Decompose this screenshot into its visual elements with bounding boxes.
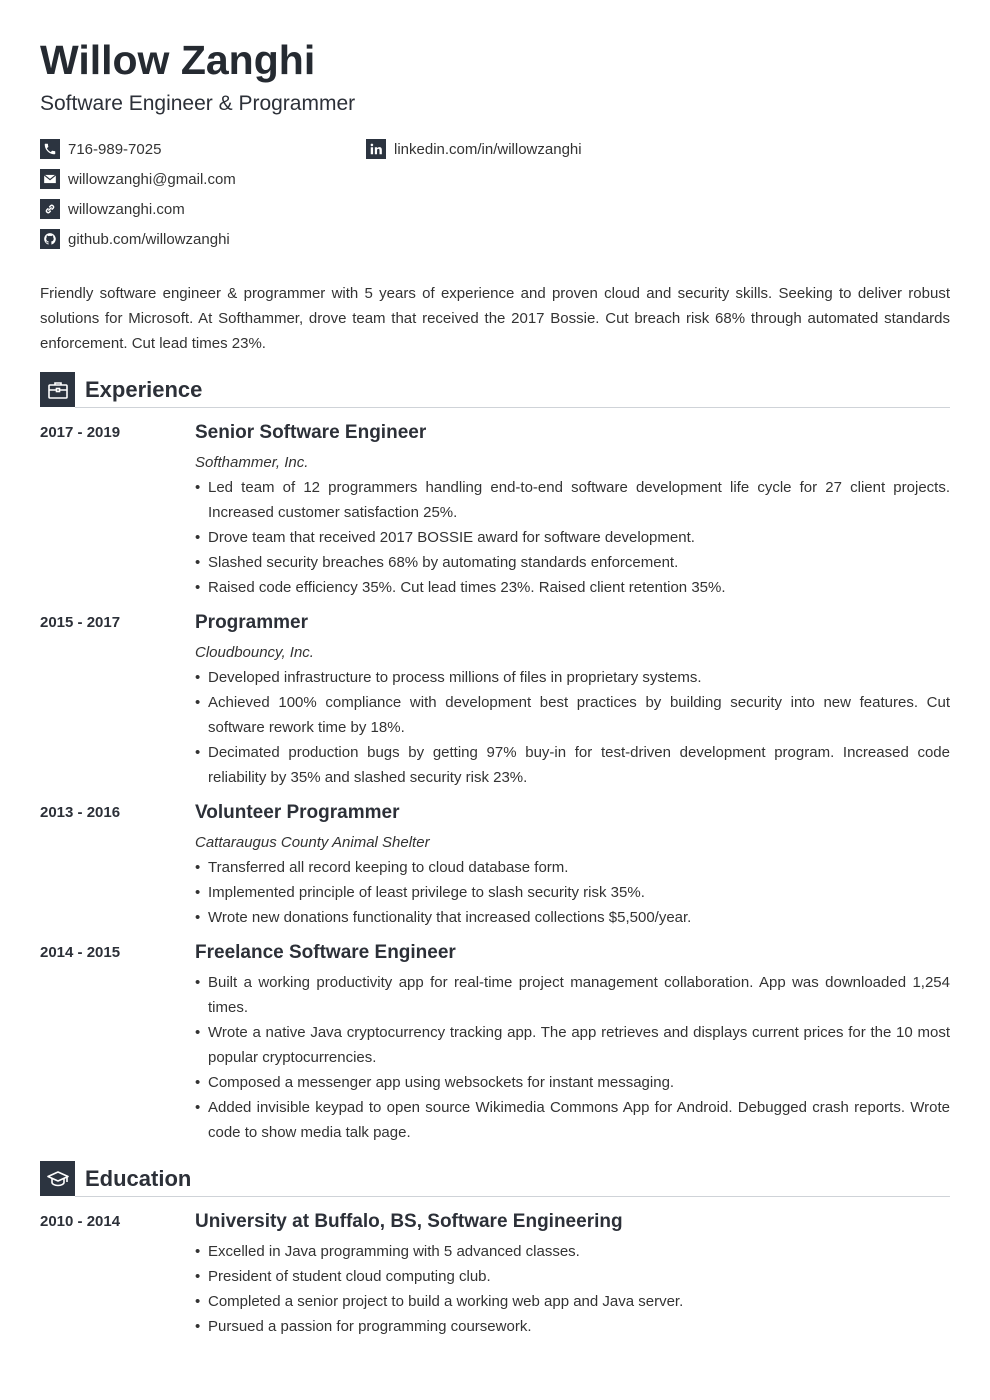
entry-bullets (195, 855, 950, 930)
entry-title: Senior Software Engineer (195, 422, 427, 443)
email-text: willowzanghi@gmail.com (68, 170, 236, 188)
entry-title: Programmer (195, 612, 308, 633)
bullet-item: • Drove team that received 2017 BOSSIE award for software development. (195, 525, 950, 550)
entry-title: Freelance Software Engineer (195, 942, 456, 963)
entry-title: Volunteer Programmer (195, 802, 400, 823)
entry-bullets (195, 1239, 950, 1339)
github-icon (40, 229, 60, 249)
bullet-item: • Led team of 12 programmers handling end-to-end software development life cycle for 27 client projects. Increased customer satisfaction 25%. (195, 475, 950, 525)
bullet-item: • Wrote a native Java cryptocurrency tracking app. The app retrieves and displays current prices for the 10 most popular cryptocurrencies. (195, 1020, 950, 1070)
bullet-item: • Raised code efficiency 35%. Cut lead times 23%. Raised client retention 35%. (195, 575, 950, 600)
candidate-name: Willow Zanghi (40, 37, 316, 83)
phone-text: 716-989-7025 (68, 140, 162, 158)
contact-linkedin[interactable] (366, 138, 582, 160)
graduation-cap-icon (40, 1161, 75, 1196)
bullet-item: • Composed a messenger app using websockets for instant messaging. (195, 1070, 950, 1095)
link-icon (40, 199, 60, 219)
job-title: Software Engineer & Programmer (40, 92, 356, 115)
bullet-item: • Decimated production bugs by getting 97% buy-in for test-driven development program. Increased code reliability by 35% and slashed security risk 23%. (195, 740, 950, 790)
entry-dates: 2015 - 2017 (40, 614, 121, 631)
education-section-header (40, 1161, 950, 1197)
envelope-icon (40, 169, 60, 189)
experience-section-header (40, 372, 950, 408)
contact-github[interactable] (40, 228, 230, 250)
entry-title: University at Buffalo, BS, Software Engineering (195, 1211, 623, 1232)
entry-company: Cloudbouncy, Inc. (195, 644, 314, 661)
bullet-item: • Transferred all record keeping to cloud database form. (195, 855, 950, 880)
bullet-item: • Built a working productivity app for real-time project management collaboration. App was downloaded 1,254 times. (195, 970, 950, 1020)
bullet-item: • Implemented principle of least privilege to slash security risk 35%. (195, 880, 950, 905)
phone-icon (40, 139, 60, 159)
entry-dates: 2017 - 2019 (40, 424, 121, 441)
entry-dates: 2014 - 2015 (40, 944, 121, 961)
section-divider (75, 407, 950, 408)
bullet-item: • Achieved 100% compliance with development best practices by building security into new features. Cut software rework time by 18%. (195, 690, 950, 740)
bullet-item: • Pursued a passion for programming coursework. (195, 1314, 950, 1339)
entry-bullets (195, 475, 950, 600)
bullet-item: • Added invisible keypad to open source Wikimedia Commons App for Android. Debugged crash reports. Wrote code to show media talk page. (195, 1095, 950, 1145)
bullet-item: • Completed a senior project to build a working web app and Java server. (195, 1289, 950, 1314)
entry-dates: 2010 - 2014 (40, 1213, 121, 1230)
entry-dates: 2013 - 2016 (40, 804, 121, 821)
briefcase-icon (40, 372, 75, 407)
bullet-item: • Slashed security breaches 68% by automating standards enforcement. (195, 550, 950, 575)
linkedin-text: linkedin.com/in/willowzanghi (394, 140, 582, 158)
experience-heading: Experience (85, 377, 203, 402)
website-text: willowzanghi.com (68, 200, 185, 218)
entry-bullets (195, 970, 950, 1145)
education-heading: Education (85, 1166, 192, 1191)
bullet-item: • Excelled in Java programming with 5 advanced classes. (195, 1239, 950, 1264)
github-text: github.com/willowzanghi (68, 230, 230, 248)
bullet-item: • President of student cloud computing club. (195, 1264, 950, 1289)
entry-company: Softhammer, Inc. (195, 454, 309, 471)
bullet-item: • Wrote new donations functionality that increased collections $5,500/year. (195, 905, 950, 930)
contact-email[interactable] (40, 168, 236, 190)
bullet-item: • Developed infrastructure to process millions of files in proprietary systems. (195, 665, 950, 690)
section-divider (75, 1196, 950, 1197)
linkedin-icon (366, 139, 386, 159)
entry-bullets (195, 665, 950, 790)
professional-summary: Friendly software engineer & programmer with 5 years of experience and proven cloud and security skills. Seeking to deliver robust solutions for Microsoft. At Softhammer, drove team that received the 2017 Bossie. Cut breach risk 68% through automated standards enforcement. Cut lead times 23%. (40, 285, 950, 352)
contact-website[interactable] (40, 198, 185, 220)
contact-phone[interactable] (40, 138, 161, 160)
entry-company: Cattaraugus County Animal Shelter (195, 834, 430, 851)
